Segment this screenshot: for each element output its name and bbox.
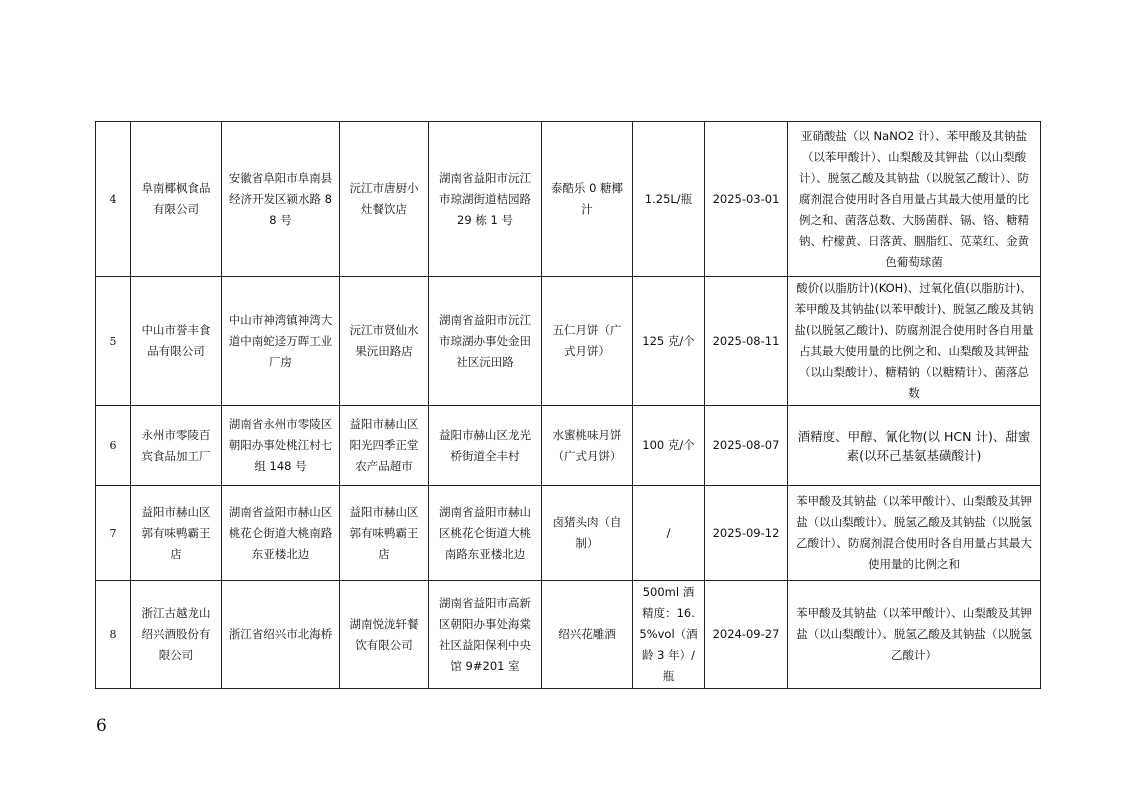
product-cell: 泰酷乐 0 糖椰汁 [542, 122, 633, 277]
table-row [96, 406, 1041, 486]
date-cell: 2025-08-07 [705, 406, 788, 486]
table-row [96, 581, 1041, 689]
items-cell: 酸价(以脂肪计)(KOH)、过氧化值(以脂肪计)、苯甲酸及其钠盐(以苯甲酸计)、脱氢乙酸及其钠盐(以脱氢乙酸计)、防腐剂混合使用时各自用量占其最大使用量的比例之和、山梨酸及其钾盐（以山梨酸计）、糖精钠（以糖精计）、菌落总数 [788, 277, 1041, 406]
producer-cell: 浙江古越龙山绍兴酒股份有限公司 [131, 581, 222, 689]
table-row [96, 486, 1041, 581]
date-cell: 2024-09-27 [705, 581, 788, 689]
seller-address-cell: 湖南省益阳市沅江市琼湖街道桔园路 29 栋 1 号 [429, 122, 542, 277]
seller-cell: 湖南悦泷轩餐饮有限公司 [340, 581, 429, 689]
product-cell: 五仁月饼（广式月饼） [542, 277, 633, 406]
spec-cell: 100 克/个 [633, 406, 705, 486]
seller-address-cell: 湖南省益阳市沅江市琼湖办事处金田社区沅田路 [429, 277, 542, 406]
table-row [96, 277, 1041, 406]
product-cell: 绍兴花雕酒 [542, 581, 633, 689]
producer-address-cell: 湖南省益阳市赫山区桃花仑街道大桃南路东亚楼北边 [222, 486, 340, 581]
items-cell: 亚硝酸盐（以 NaNO2 计）、苯甲酸及其钠盐（以苯甲酸计）、山梨酸及其钾盐（以山梨酸计）、脱氢乙酸及其钠盐（以脱氢乙酸计）、防腐剂混合使用时各自用量占其最大使用量的比例之和、菌落总数、大肠菌群、镉、铬、糖精钠、柠檬黄、日落黄、胭脂红、苋菜红、金黄色葡萄球菌 [788, 122, 1041, 277]
producer-cell: 中山市誉丰食品有限公司 [131, 277, 222, 406]
date-cell: 2025-08-11 [705, 277, 788, 406]
index-cell: 4 [96, 122, 131, 277]
items-cell: 苯甲酸及其钠盐（以苯甲酸计）、山梨酸及其钾盐（以山梨酸计）、脱氢乙酸及其钠盐（以脱氢乙酸计）、防腐剂混合使用时各自用量占其最大使用量的比例之和 [788, 486, 1041, 581]
seller-address-cell: 湖南省益阳市赫山区桃花仑街道大桃南路东亚楼北边 [429, 486, 542, 581]
producer-cell: 阜南椰枫食品有限公司 [131, 122, 222, 277]
table-row [96, 122, 1041, 277]
spec-cell: 125 克/个 [633, 277, 705, 406]
index-cell: 5 [96, 277, 131, 406]
spec-cell: / [633, 486, 705, 581]
seller-address-cell: 益阳市赫山区龙光桥街道全丰村 [429, 406, 542, 486]
items-cell: 酒精度、甲醇、氰化物(以 HCN 计)、甜蜜素(以环己基氨基磺酸计) [788, 406, 1041, 486]
seller-cell: 沅江市唐厨小灶餐饮店 [340, 122, 429, 277]
spec-cell: 500ml 酒精度：16.5%vol（酒龄 3 年）/瓶 [633, 581, 705, 689]
product-cell: 卤猪头肉（自制） [542, 486, 633, 581]
seller-address-cell: 湖南省益阳市高新区朝阳办事处海棠社区益阳保利中央馆 9#201 室 [429, 581, 542, 689]
spec-cell: 1.25L/瓶 [633, 122, 705, 277]
producer-cell: 益阳市赫山区郭有味鸭霸王店 [131, 486, 222, 581]
date-cell: 2025-09-12 [705, 486, 788, 581]
producer-address-cell: 安徽省阜阳市阜南县经济开发区颍水路 88 号 [222, 122, 340, 277]
page-number: 6 [96, 716, 107, 736]
index-cell: 8 [96, 581, 131, 689]
seller-cell: 益阳市赫山区郭有味鸭霸王店 [340, 486, 429, 581]
inspection-table [95, 121, 1041, 689]
items-cell: 苯甲酸及其钠盐（以苯甲酸计）、山梨酸及其钾盐（以山梨酸计）、脱氢乙酸及其钠盐（以脱氢乙酸计） [788, 581, 1041, 689]
producer-address-cell: 浙江省绍兴市北海桥 [222, 581, 340, 689]
product-cell: 水蜜桃味月饼（广式月饼） [542, 406, 633, 486]
seller-cell: 益阳市赫山区阳光四季正堂农产品超市 [340, 406, 429, 486]
index-cell: 6 [96, 406, 131, 486]
index-cell: 7 [96, 486, 131, 581]
seller-cell: 沅江市贤仙水果沅田路店 [340, 277, 429, 406]
date-cell: 2025-03-01 [705, 122, 788, 277]
table-body [96, 122, 1041, 689]
producer-cell: 永州市零陵百宾食品加工厂 [131, 406, 222, 486]
producer-address-cell: 中山市神湾镇神湾大道中南蛇迳万晖工业厂房 [222, 277, 340, 406]
producer-address-cell: 湖南省永州市零陵区朝阳办事处桃江村七组 148 号 [222, 406, 340, 486]
